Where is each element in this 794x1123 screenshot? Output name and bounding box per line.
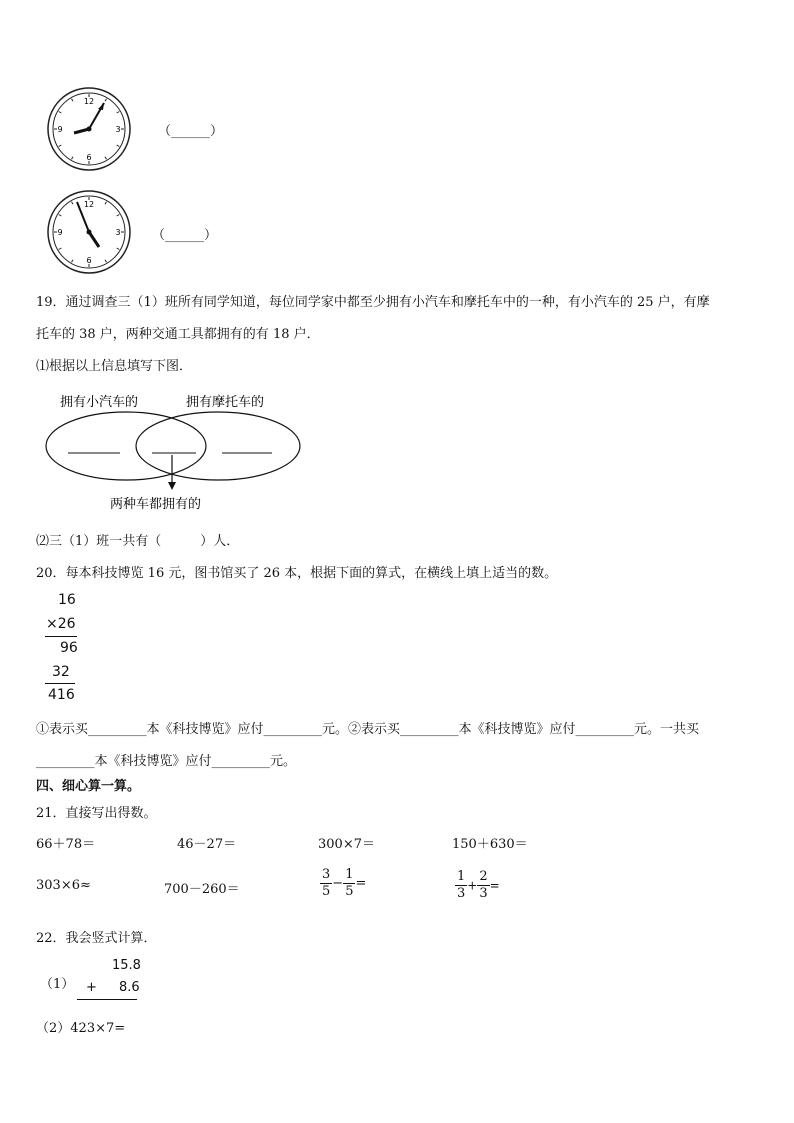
q22-p1-line — [77, 999, 137, 1000]
q19-part1: ⑴根据以上信息填写下图． — [36, 359, 193, 374]
mult-line-1 — [45, 636, 77, 637]
clock-face-1 — [46, 86, 132, 172]
q21-item-1: 66＋78＝ — [36, 837, 96, 852]
mult-line-2 — [45, 683, 75, 684]
q21-item-5: 303×6≈ — [36, 878, 91, 893]
q22-title: 22．我会竖式计算． — [36, 931, 157, 946]
clock1-number-3: 3 — [115, 125, 121, 134]
clock1-number-12: 12 — [83, 97, 95, 106]
frac1-eq: = — [355, 876, 367, 891]
clock1-answer-blank[interactable]: （______） — [158, 124, 224, 139]
venn-label-moto: 拥有摩托车的 — [186, 395, 265, 410]
clock1-number-6: 6 — [86, 153, 92, 162]
frac1-n2: 1 — [345, 867, 354, 882]
mult-result: 416 — [48, 687, 75, 703]
frac1-d1: 5 — [322, 884, 331, 899]
frac1-n1: 3 — [322, 867, 331, 882]
clock2-number-3: 3 — [115, 228, 121, 237]
frac1-op: − — [332, 876, 344, 891]
q21-item-6: 700－260＝ — [164, 882, 240, 897]
mult-second: ×26 — [46, 616, 76, 632]
frac2-op: + — [467, 878, 478, 893]
q22-p1-op: + — [86, 980, 97, 995]
q22-p1-label: （1） — [40, 977, 75, 992]
q22-p1-bottom: 8.6 — [119, 980, 140, 995]
frac2-eq: = — [489, 878, 500, 893]
venn-label-car: 拥有小汽车的 — [60, 395, 139, 410]
frac2-n1: 1 — [457, 869, 466, 884]
frac2-d1: 3 — [457, 886, 466, 901]
q21-item-4: 150＋630＝ — [452, 837, 528, 852]
q20-text: 20．每本科技博览 16 元，图书馆买了 26 本，根据下面的算式，在横线上填上适当的数。 — [36, 566, 558, 581]
q19-text-line2: 托车的 38 户，两种交通工具都拥有的有 18 户． — [36, 327, 320, 342]
clock-face-2 — [46, 189, 132, 275]
q21-title: 21．直接写出得数。 — [36, 806, 157, 821]
clock2-answer-blank[interactable]: （______） — [152, 228, 218, 243]
q21-item-8-fraction — [455, 869, 500, 902]
clock2-number-9: 9 — [57, 228, 63, 237]
frac1-d2: 5 — [345, 884, 354, 899]
q19-part2: ⑵三（1）班一共有（ ）人． — [36, 534, 240, 549]
venn-ellipse-moto — [136, 412, 300, 480]
venn-label-both: 两种车都拥有的 — [110, 497, 202, 512]
mult-row1: 96 — [60, 640, 78, 656]
q21-item-3: 300×7＝ — [318, 837, 375, 852]
mult-row2: 32 — [52, 664, 70, 680]
section4-heading: 四、细心算一算。 — [36, 779, 141, 794]
clock1-number-9: 9 — [57, 125, 63, 134]
q20-fill-line1: ①表示买_________本《科技博览》应付_________元。②表示买_________本《科技博览》应付_________元。一共买 — [36, 722, 700, 737]
mult-top: 16 — [58, 592, 76, 608]
venn-diagram — [40, 388, 310, 518]
frac2-d2: 3 — [479, 886, 488, 901]
clock2-number-6: 6 — [86, 256, 92, 265]
clock2-number-12: 12 — [83, 200, 95, 209]
q22-p1-top: 15.8 — [112, 958, 141, 973]
frac2-n2: 2 — [479, 869, 488, 884]
venn-ellipse-car — [46, 412, 206, 480]
q22-p2: （2）423×7= — [36, 1021, 126, 1036]
q20-fill-line2: _________本《科技博览》应付_________元。 — [36, 754, 297, 769]
q19-text-line1: 19．通过调查三（1）班所有同学知道，每位同学家中都至少拥有小汽车和摩托车中的一种，有小汽车的 25 户，有摩 — [36, 295, 710, 310]
q21-item-2: 46－27＝ — [177, 837, 237, 852]
q21-item-7-fraction — [320, 867, 366, 900]
